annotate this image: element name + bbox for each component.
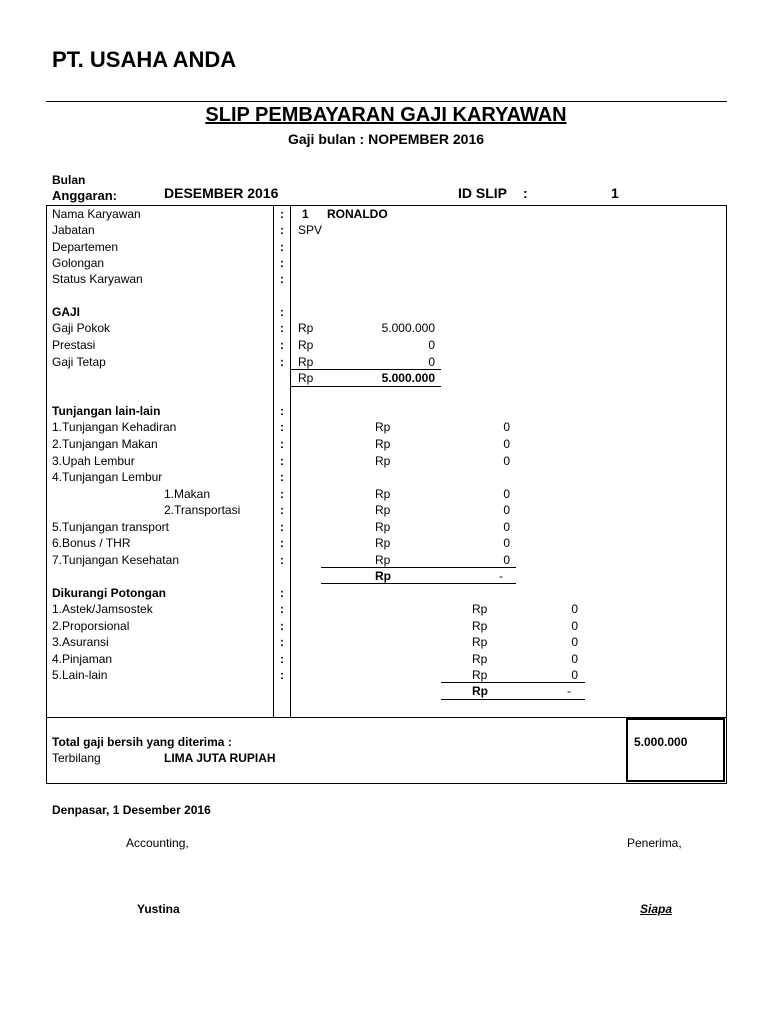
tunjangan-item-value: 0 [503,454,510,468]
tunjangan-item-value: 0 [503,437,510,451]
table-left-border [46,205,47,784]
gaji-heading: GAJI [52,305,81,319]
tunjangan-item-label: 6.Bonus / THR [52,536,131,550]
gaji-item-label: Gaji Tetap [52,355,106,369]
potongan-currency: Rp [472,668,488,682]
table-bottom-border [46,783,727,784]
summary-divider [46,717,727,718]
tunjangan-currency: Rp [375,487,391,501]
accounting-name: Yustina [137,902,180,916]
departemen-label: Departemen [52,240,119,254]
penerima-label: Penerima, [627,836,682,850]
gaji-currency: Rp [298,355,314,369]
potongan-total-currency: Rp [472,684,488,698]
id-slip-label: ID SLIP [458,185,508,201]
tunjangan-item-value: 0 [503,487,510,501]
anggaran-value: DESEMBER 2016 [164,185,279,201]
colon: : [280,586,284,600]
tunjangan-item-value: 0 [503,503,510,517]
total-box [626,718,725,782]
tunjangan-currency: Rp [375,553,391,567]
golongan-label: Golongan [52,256,105,270]
tunjangan-total-currency: Rp [375,569,391,583]
slip-subtitle: Gaji bulan : NOPEMBER 2016 [287,131,485,147]
nama-karyawan-label: Nama Karyawan [52,207,141,221]
total-gaji-value: 5.000.000 [634,735,688,749]
colon: : [280,470,284,484]
gaji-currency: Rp [298,321,314,335]
status-karyawan-label: Status Karyawan [52,272,143,286]
colon: : [280,668,284,682]
colon: : [280,305,284,319]
tunjangan-item-value: 0 [503,536,510,550]
tunjangan-subitem-label: 1.Makan [164,487,211,501]
colon: : [280,520,284,534]
table-right-border [726,205,727,784]
tunjangan-currency: Rp [375,454,391,468]
potongan-currency: Rp [472,652,488,666]
tunjangan-total-value: - [499,569,503,583]
colon: : [280,420,284,434]
gaji-item-value: 0 [428,338,435,352]
terbilang-label: Terbilang [52,751,101,765]
nama-number: 1 [302,207,309,221]
colon: : [280,240,284,254]
gaji-sum-underline [291,386,441,387]
colon: : [280,454,284,468]
colon: : [280,223,284,237]
tunjangan-item-label: 1.Tunjangan Kehadiran [52,420,177,434]
potongan-item-value: 0 [571,619,578,633]
gaji-total-currency: Rp [298,371,314,385]
colon: : [280,553,284,567]
gaji-item-value: 0 [428,355,435,369]
place-date: Denpasar, 1 Desember 2016 [52,803,211,817]
potongan-item-value: 0 [571,652,578,666]
tunjangan-currency: Rp [375,437,391,451]
colon: : [280,404,284,418]
total-gaji-label: Total gaji bersih yang diterima : [52,735,232,749]
potongan-total-value: - [567,684,571,698]
tunjangan-item-value: 0 [503,553,510,567]
id-slip-colon: : [523,185,528,201]
tunjangan-item-label: 3.Upah Lembur [52,454,135,468]
potongan-item-label: 1.Astek/Jamsostek [52,602,153,616]
colon: : [280,602,284,616]
potongan-sum-line [441,682,585,683]
colon-column-left [273,205,274,718]
tunjangan-sum-underline [321,583,516,584]
tunjangan-item-label: 2.Tunjangan Makan [52,437,158,451]
tunjangan-currency: Rp [375,420,391,434]
tunjangan-currency: Rp [375,520,391,534]
colon: : [280,635,284,649]
potongan-currency: Rp [472,602,488,616]
nama-karyawan-value: RONALDO [327,207,388,221]
colon: : [280,652,284,666]
colon: : [280,272,284,286]
colon: : [280,355,284,369]
potongan-sum-underline [441,699,585,700]
tunjangan-item-label: 4.Tunjangan Lembur [52,470,163,484]
colon: : [280,338,284,352]
tunjangan-currency: Rp [375,536,391,550]
terbilang-value: LIMA JUTA RUPIAH [164,751,276,765]
gaji-sum-line [291,369,441,370]
potongan-currency: Rp [472,635,488,649]
table-top-border [46,205,727,206]
gaji-item-value: 5.000.000 [381,321,435,335]
header-divider [46,101,727,102]
gaji-item-label: Gaji Pokok [52,321,111,335]
colon: : [280,256,284,270]
gaji-item-label: Prestasi [52,338,96,352]
colon: : [280,437,284,451]
potongan-currency: Rp [472,619,488,633]
gaji-total-value: 5.000.000 [381,371,435,385]
accounting-label: Accounting, [126,836,189,850]
company-name: PT. USAHA ANDA [52,47,237,72]
colon: : [280,207,284,221]
potongan-item-value: 0 [571,602,578,616]
potongan-item-label: 3.Asuransi [52,635,109,649]
potongan-item-value: 0 [571,668,578,682]
tunjangan-heading: Tunjangan lain-lain [52,404,161,418]
tunjangan-sum-line [321,567,516,568]
colon-column-right [290,205,291,718]
tunjangan-item-label: 7.Tunjangan Kesehatan [52,553,179,567]
tunjangan-item-value: 0 [503,520,510,534]
bulan-label: Bulan [52,173,86,187]
potongan-item-value: 0 [571,635,578,649]
potongan-item-label: 4.Pinjaman [52,652,113,666]
potongan-item-label: 2.Proporsional [52,619,130,633]
penerima-name: Siapa [640,902,673,916]
potongan-heading: Dikurangi Potongan [52,586,166,600]
colon: : [280,503,284,517]
slip-title: SLIP PEMBAYARAN GAJI KARYAWAN [205,104,567,126]
gaji-currency: Rp [298,338,314,352]
anggaran-label: Anggaran: [52,188,117,203]
jabatan-label: Jabatan [52,223,95,237]
id-slip-value: 1 [611,185,619,201]
tunjangan-subitem-label: 2.Transportasi [164,503,241,517]
colon: : [280,487,284,501]
tunjangan-item-label: 5.Tunjangan transport [52,520,169,534]
tunjangan-currency: Rp [375,503,391,517]
colon: : [280,536,284,550]
colon: : [280,321,284,335]
jabatan-value: SPV [298,223,323,237]
colon: : [280,619,284,633]
potongan-item-label: 5.Lain-lain [52,668,108,682]
tunjangan-item-value: 0 [503,420,510,434]
